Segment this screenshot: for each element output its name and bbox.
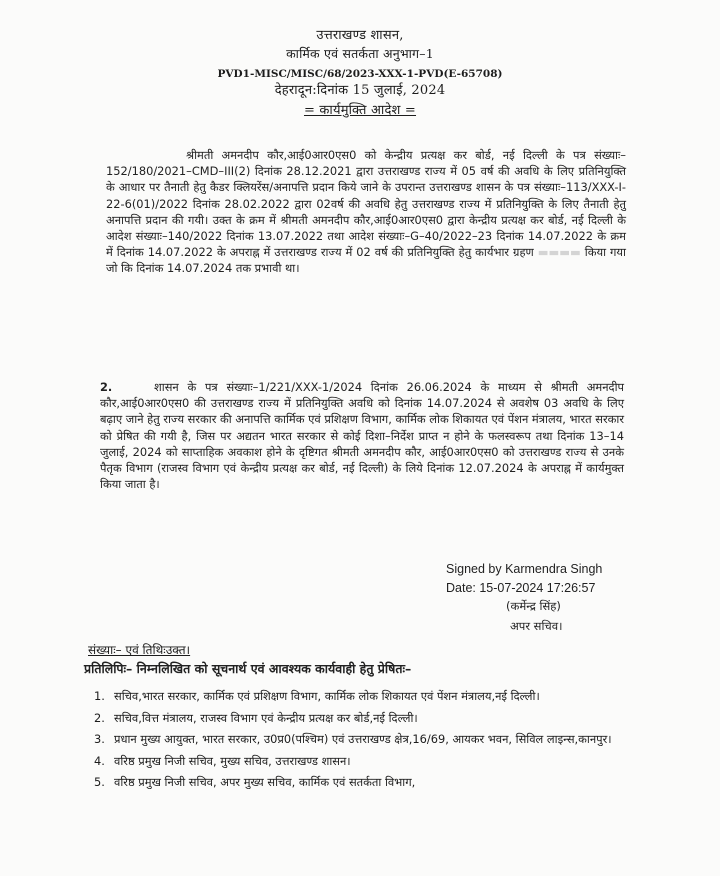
digital-signature-name: Signed by Karmendra Singh xyxy=(446,562,603,576)
reference-number-line: संख्याः– एवं तिथिःउक्त। xyxy=(88,643,191,657)
list-item-number: 1. xyxy=(94,689,105,703)
place-and-date: देहरादून:दिनांक 15 जुलाई, 2024 xyxy=(274,83,446,98)
paragraph-1-text: श्रीमती अमनदीप कौर,आई0आर0एस0 को केन्द्रीय प्रत्यक्ष कर बोर्ड, नई दिल्ली के पत्र संख्याः–152/180/2021–CMD–III(2) दिनांक 28.12.2021 द्वारा उत्तराखण्ड राज्य में 05 वर्ष की अवधि के लिए प्रतिनियुक्ति के आधार पर तैनाती हेतु कैडर क्लियरेंस/अनापत्ति प्रदान किये जाने के उपरान्त उत्तराखण्ड शासन के पत्र संख्याः–113/XXX-I-22-6(01)/2022 दिनांक 28.02.2022 द्वारा 02वर्ष की अवधि हेतु उत्तराखण्ड राज्य में प्रतिनियुक्ति के लिए तैनाती हेतु अनापत्ति प्रदान की गयी। उक्त के क्रम में श्रीमती अमनदीप कौर,आई0आर0एस0 द्वारा केन्द्रीय प्रत्यक्ष कर बोर्ड, नई दिल्ली के आदेश संख्याः–140/2022 दिनांक 13.07.2022 तथा आदेश संख्याः–G–40/2022–23 दिनांक 14.07.2022 के क्रम में दिनांक 14.07.2022 के अपराह्न में उत्तराखण्ड राज्य में 02 वर्ष की प्रतिनियुक्ति हेतु कार्यभार ग्रहण xyxy=(106,148,626,260)
list-item-number: 3. xyxy=(94,732,105,746)
order-title xyxy=(0,103,720,119)
list-item xyxy=(94,774,630,791)
list-item-text: वरिष्ठ प्रमुख निजी सचिव, मुख्य सचिव, उत्तराखण्ड शासन। xyxy=(114,753,351,768)
copy-to-heading: प्रतिलिपिः– निम्नलिखित को सूचनार्थ एवं आवश्यक कार्यवाही हेतु प्रेषितः– xyxy=(84,661,412,676)
recipient-list xyxy=(94,688,630,796)
list-item-text: वरिष्ठ प्रमुख निजी सचिव, अपर मुख्य सचिव, कार्मिक एवं सतर्कता विभाग, xyxy=(114,775,416,789)
list-item xyxy=(94,731,630,748)
issuer-department: कार्मिक एवं सतर्कता अनुभाग–1 xyxy=(286,46,434,61)
issuer-government: उत्तराखण्ड शासन, xyxy=(316,28,404,43)
list-item xyxy=(94,688,630,705)
order-title-text: = कार्यमुक्ति आदेश = xyxy=(303,103,417,118)
paragraph-2-number: 2. xyxy=(100,380,113,394)
paragraph-2-text: शासन के पत्र संख्याः–1/221/XXX-1/2024 दिनांक 26.06.2024 के माध्यम से श्रीमती अमनदीप कौर,आई0आर0एस0 की उत्तराखण्ड राज्य में प्रतिनियुक्ति अवधि को दिनांक 14.07.2024 से अवशेष 03 अवधि के लिए बढ़ाए जाने हेतु राज्य सरकार की अनापत्ति कार्मिक एवं प्रशिक्षण विभाग, कार्मिक लोक शिकायत एवं पेंशन मंत्रालय, भारत सरकार को प्रेषित की गयी है, जिस पर अद्यतन भारत सरकार से कोई दिशा–निर्देश प्राप्त न होने के फलस्वरूप तथा दिनांक 13–14 जुलाई, 2024 को साप्ताहिक अवकाश होने के दृष्टिगत श्रीमती अमनदीप कौर, आई0आर0एस0 को उत्तराखण्ड राज्य से उनके पैतृक विभाग (राजस्व विभाग एवं केन्द्रीय प्रत्यक्ष कर बोर्ड, नई दिल्ली) के लिये दिनांक 12.07.2024 के अपराह्न में कार्यमुक्त किया जाता है। xyxy=(100,380,624,492)
redaction-mark: ▬▬▬▬ xyxy=(537,245,581,260)
paragraph-1 xyxy=(106,147,626,277)
digital-signature-date: Date: 15-07-2024 17:26:57 xyxy=(446,581,596,595)
list-item-number: 4. xyxy=(94,753,105,768)
file-number: PVD1-MISC/MISC/68/2023-XXX-1-PVD(E-65708) xyxy=(217,68,503,80)
list-item-number: 5. xyxy=(94,775,105,789)
list-item-number: 2. xyxy=(94,710,105,725)
signatory-designation: अपर सचिव। xyxy=(510,619,563,633)
list-item xyxy=(94,753,630,770)
paragraph-2 xyxy=(100,379,624,492)
list-item xyxy=(94,710,630,727)
signatory-name: (कर्मेन्द्र सिंह) xyxy=(506,599,561,613)
list-item-text: सचिव,वित्त मंत्रालय, राजस्व विभाग एवं केन्द्रीय प्रत्यक्ष कर बोर्ड,नई दिल्ली। xyxy=(114,710,418,725)
paragraph-1-tail: किया गया जो कि दिनांक 14.07.2024 तक प्रभावी था। xyxy=(106,245,626,276)
list-item-text: सचिव,भारत सरकार, कार्मिक एवं प्रशिक्षण विभाग, कार्मिक लोक शिकायत एवं पेंशन मंत्रालय,नई दिल्ली। xyxy=(114,689,540,703)
list-item-text: प्रधान मुख्य आयुक्त, भारत सरकार, उ0प्र0(पश्चिम) एवं उत्तराखण्ड क्षेत्र,16/69, आयकर भवन, सिविल लाइन्स,कानपुर। xyxy=(114,732,612,746)
